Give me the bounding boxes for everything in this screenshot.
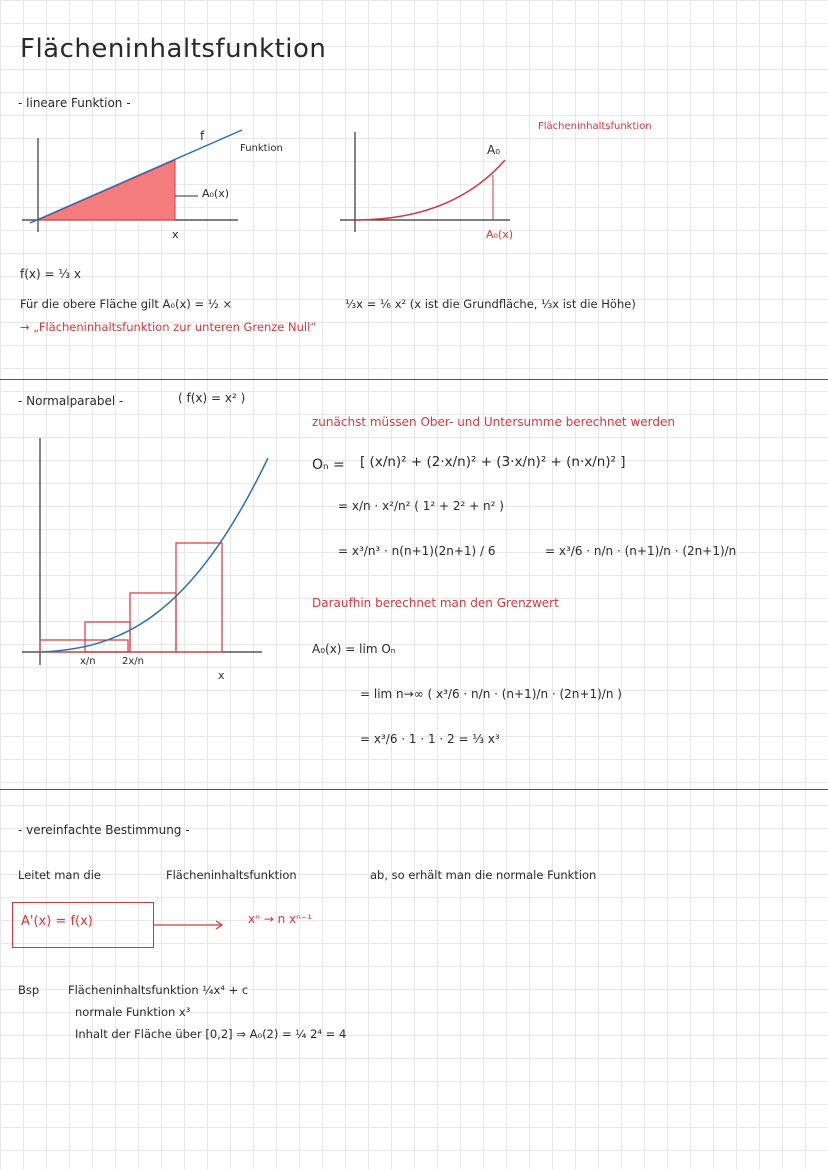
On-bracket: [ (x/n)² + (2·x/n)² + (3·x/n)² + (n·x/n)² ] — [360, 454, 626, 470]
sum-step-2: = x/n · x²/n² ( 1² + 2² + n² ) — [338, 499, 504, 513]
graph1-f-label: f — [200, 129, 205, 143]
example-line-1: Flächeninhaltsfunktion ¼x⁴ + c — [68, 983, 249, 997]
example-line-2: normale Funktion x³ — [75, 1005, 191, 1019]
upper-area-text-1: Für die obere Fläche gilt A₀(x) = ½ × — [20, 297, 233, 311]
power-rule: xⁿ → n xⁿ⁻¹ — [248, 912, 313, 926]
graph1-x-label: x — [172, 228, 179, 241]
limit-expression: = lim n→∞ ( x³/6 · n/n · (n+1)/n · (2n+1)/n ) — [360, 687, 622, 701]
section-heading-parabola: - Normalparabel - — [18, 394, 124, 408]
graph1-funktion-label: Funktion — [240, 143, 283, 154]
upper-area-text-2: ⅓x = ⅙ x² (x ist die Grundfläche, ⅓x ist die Höhe) — [345, 297, 636, 311]
axis-label-2: 2x/n — [122, 656, 144, 667]
graph2-a0-label: A₀ — [487, 143, 501, 157]
derivative-intro-1: Leitet man die — [18, 868, 101, 882]
limit-result: = x³/6 · 1 · 1 · 2 = ⅓ x³ — [360, 732, 500, 746]
axis-label-3: x — [218, 669, 225, 682]
section-heading-simplified: - vereinfachte Bestimmung - — [18, 823, 190, 837]
example-label: Bsp — [18, 983, 40, 997]
On-label: Oₙ = — [312, 457, 345, 473]
lower-bound-note: → „Flächeninhaltsfunktion zur unteren Grenze Null“ — [20, 320, 317, 334]
derivative-intro-2: Flächeninhaltsfunktion — [166, 868, 297, 882]
derivative-rule-text: A'(x) = f(x) — [21, 914, 93, 929]
graph1-area-label: A₀(x) — [202, 187, 230, 200]
graph2-top-label: Flächeninhaltsfunktion — [538, 121, 652, 132]
axis-label-1: x/n — [80, 656, 96, 667]
linear-function-definition: f(x) = ⅓ x — [20, 267, 81, 281]
limit-definition: A₀(x) = lim Oₙ — [312, 642, 396, 656]
sum-intro: zunächst müssen Ober- und Untersumme berechnet werden — [312, 415, 675, 429]
example-line-3: Inhalt der Fläche über [0,2] ⇒ A₀(2) = ¼ 2⁴ = 4 — [75, 1027, 347, 1041]
page-title: Flächeninhaltsfunktion — [20, 34, 327, 64]
parabola-formula: ( f(x) = x² ) — [178, 391, 246, 405]
graph2-a0x-label: A₀(x) — [486, 228, 514, 241]
derivative-intro-3: ab, so erhält man die normale Funktion — [370, 868, 597, 882]
sum-step-3-right: = x³/6 · n/n · (n+1)/n · (2n+1)/n — [545, 544, 737, 558]
sum-step-3-left: = x³/n³ · n(n+1)(2n+1) / 6 — [338, 544, 496, 558]
section-heading-linear: - lineare Funktion - — [18, 96, 131, 110]
grenzwert-note: Daraufhin berechnet man den Grenzwert — [312, 596, 559, 610]
